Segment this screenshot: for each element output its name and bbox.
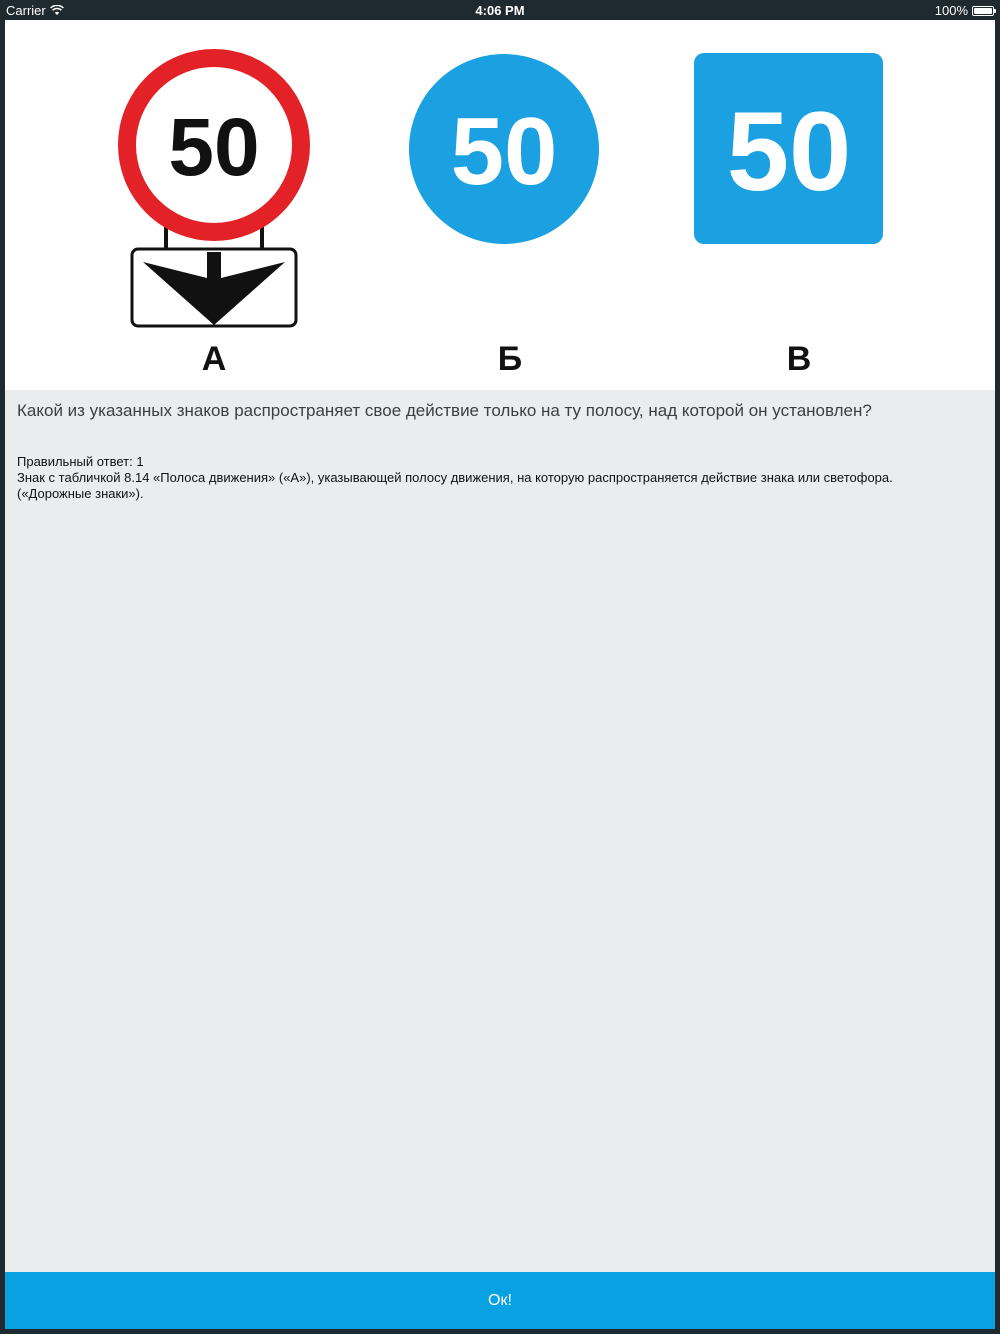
- sign-a-number: 50: [168, 102, 260, 193]
- ok-button[interactable]: Ок!: [5, 1272, 995, 1329]
- carrier-label: Carrier: [6, 3, 46, 18]
- sign-b-number: 50: [450, 98, 558, 205]
- status-battery: [935, 3, 994, 18]
- question-image: [5, 20, 995, 390]
- status-bar: [0, 0, 1000, 20]
- battery-percent: 100%: [934, 3, 968, 18]
- sign-a: [127, 58, 301, 378]
- sign-v: [694, 53, 883, 378]
- signs-illustration: [5, 20, 995, 390]
- sign-b: [409, 54, 599, 378]
- question-text: Какой из указанных знаков распространяет свое действие только на ту полосу, над которой он установлен?: [17, 401, 872, 420]
- answer-explanation: Знак с табличкой 8.14 «Полоса движения» («А»), указывающей полосу движения, на которую распространяется действие знака или светофора.: [17, 470, 893, 485]
- answer-reference: («Дорожные знаки»).: [17, 486, 144, 501]
- content-area: [5, 20, 995, 1329]
- status-time: 4:06 PM: [475, 3, 525, 18]
- sign-v-letter: В: [786, 340, 812, 378]
- sign-a-letter: А: [201, 340, 227, 378]
- sign-b-letter: Б: [497, 340, 523, 378]
- battery-icon: [972, 6, 994, 16]
- correct-answer-line: Правильный ответ: 1: [17, 454, 144, 469]
- sign-v-number: 50: [726, 89, 852, 214]
- answer-block: [17, 454, 987, 502]
